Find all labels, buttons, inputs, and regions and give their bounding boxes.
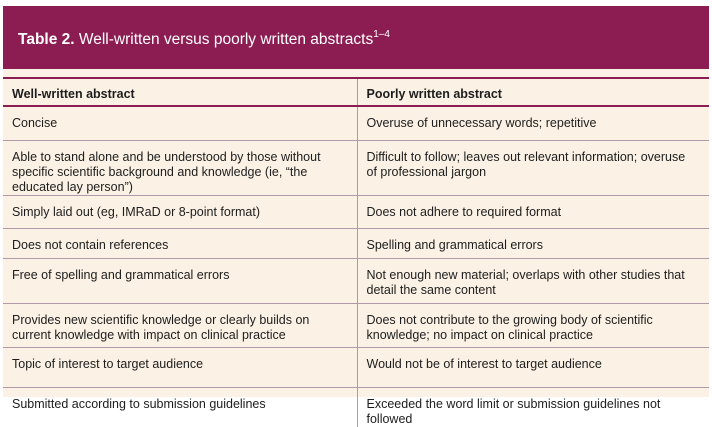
- table-cell: Topic of interest to target audience: [3, 347, 357, 387]
- table-figure: [3, 6, 709, 426]
- table-cell: Does not adhere to required format: [366, 204, 562, 219]
- table-cell: Exceeded the word limit or submission guidelines not followed: [366, 396, 661, 426]
- column-header-poorly-written: Poorly written abstract: [366, 87, 502, 101]
- table-row: [3, 347, 709, 387]
- table-row: [3, 195, 709, 228]
- table-cell: Provides new scientific knowledge or clearly builds on current knowledge with impact on clinical practice: [3, 303, 357, 347]
- table-number: Table 2.: [18, 31, 75, 48]
- table-cell: Spelling and grammatical errors: [366, 237, 543, 252]
- table-title: [3, 6, 709, 69]
- table-cell: Would not be of interest to target audience: [366, 356, 602, 371]
- table-cell: Submitted according to submission guidelines: [3, 387, 357, 427]
- table-cell: Difficult to follow; leaves out relevant information; overuse of professional jargon: [366, 149, 686, 179]
- column-header-well-written: Well-written abstract: [3, 78, 357, 106]
- table-cell: Does not contain references: [3, 228, 357, 258]
- table-row: [3, 106, 709, 140]
- citation-superscript: 1–4: [373, 28, 390, 40]
- table-cell: Does not contribute to the growing body of scientific knowledge; no impact on clinical practice: [366, 312, 653, 342]
- table-row: [3, 140, 709, 195]
- table-row: [3, 228, 709, 258]
- table-header-row: [3, 78, 709, 106]
- table-cell: Able to stand alone and be understood by those without specific scientific background and knowledge (ie, “the educated lay person”): [3, 140, 357, 195]
- table-cell: Concise: [3, 106, 357, 140]
- table-cell: Simply laid out (eg, IMRaD or 8-point format): [3, 195, 357, 228]
- table-cell: Overuse of unnecessary words; repetitive: [366, 116, 597, 130]
- table-cell: Not enough new material; overlaps with other studies that detail the same content: [366, 267, 685, 297]
- table-row: [3, 258, 709, 303]
- table-cell: Free of spelling and grammatical errors: [3, 258, 357, 303]
- comparison-table: [3, 77, 709, 427]
- table-caption: Well-written versus poorly written abstracts: [78, 31, 374, 48]
- table-row: [3, 387, 709, 427]
- table-row: [3, 303, 709, 347]
